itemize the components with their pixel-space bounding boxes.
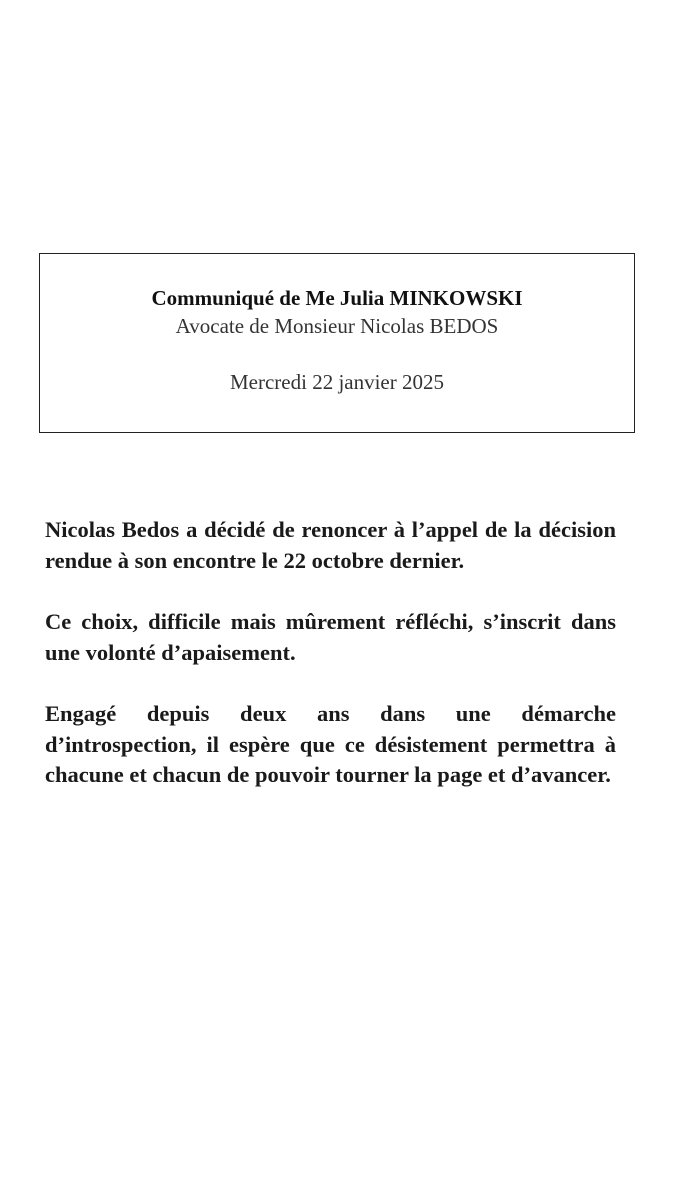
statement-date: Mercredi 22 janvier 2025	[229, 370, 444, 394]
paragraph-3: Engagé depuis deux ans dans une démarche d’introspection, il espère que ce désistement permettra à chacune et chacun de pouvoir tourner la page et d’avancer.	[45, 701, 616, 787]
header-box	[39, 253, 635, 433]
paragraph-2: Ce choix, difficile mais mûrement réfléchi, s’inscrit dans une volonté d’apaisement.	[45, 609, 616, 665]
statement-title: Communiqué de Me Julia MINKOWSKI	[151, 286, 523, 310]
statement-body	[45, 515, 616, 822]
statement-subtitle: Avocate de Monsieur Nicolas BEDOS	[175, 314, 499, 338]
paragraph-1: Nicolas Bedos a décidé de renoncer à l’appel de la décision rendue à son encontre le 22 octobre dernier.	[45, 517, 616, 573]
